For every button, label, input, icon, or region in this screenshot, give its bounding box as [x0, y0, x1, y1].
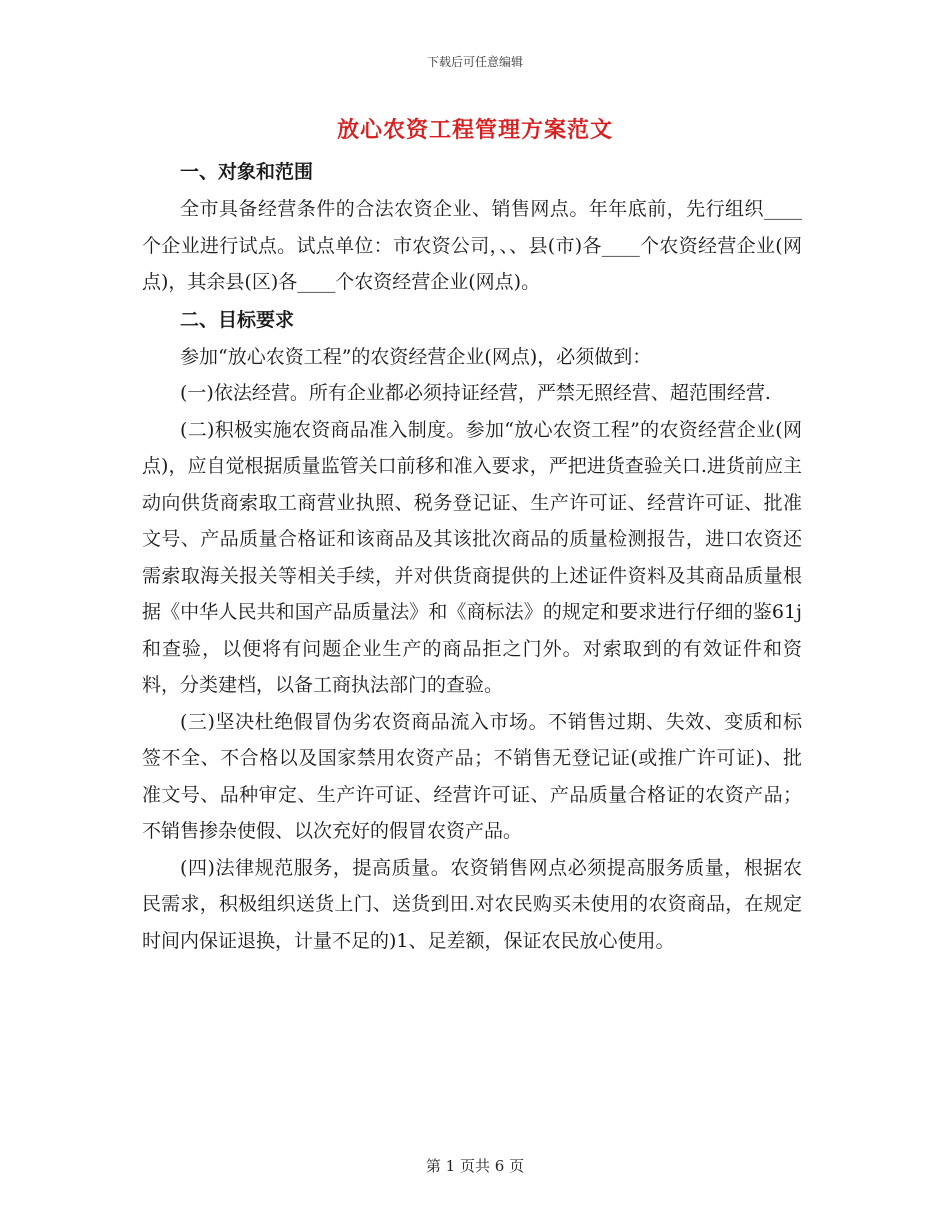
paragraph: (一)依法经营。所有企业都必须持证经营，严禁无照经营、超范围经营.	[180, 382, 771, 404]
header-note: 下载后可任意编辑	[426, 55, 523, 69]
section-heading: 一、对象和范围	[180, 161, 314, 183]
paragraph: (二)积极实施农资商品准入制度。参加“放心农资工程”的农资经营企业(网点)，应自觉根据质量监管关口前移和准入要求，严把进货查验关口.进货前应主动向供货商索取工商营业执照、税务登记证、生产许可证、经营许可证、批准文号、产品质量合格证和该商品及其该批次商品的质量检测报告，进口农资还需索取海关报关等相关手续，并对供货商提供的上述证件资料及其商品质量根据《中华人民共和国产品质量法》和《商标法》的规定和要求进行仔细的鉴61j和查验，以便将有问题企业生产的商品拒之门外。对索取到的有效证件和资料，分类建档，以备工商执法部门的查验。	[142, 418, 802, 696]
paragraph: 全市具备经营条件的合法农资企业、销售网点。年年底前，先行组织____个企业进行试点。试点单位：市农资公司，、、县(市)各____个农资经营企业(网点)，其余县(区)各____个农资经营企业(网点)。	[142, 198, 802, 293]
section-heading: 二、目标要求	[180, 308, 295, 331]
paragraph: 参加“放心农资工程”的农资经营企业(网点)，必须做到：	[180, 345, 652, 368]
paragraph: (三)坚决杜绝假冒伪劣农资商品流入市场。不销售过期、失效、变质和标签不全、不合格以及国家禁用农资产品；不销售无登记证(或推广许可证)、批准文号、品种审定、生产许可证、经营许可证、产品质量合格证的农资产品；不销售掺杂使假、以次充好的假冒农资产品。	[142, 710, 802, 842]
document-title: 放心农资工程管理方案范文	[336, 117, 613, 143]
page-number-footer: 第 1 页共 6 页	[425, 1157, 525, 1175]
document-body	[142, 153, 802, 959]
paragraph: (四)法律规范服务，提高质量。农资销售网点必须提高服务质量，根据农民需求，积极组织送货上门、送货到田.对农民购买未使用的农资商品，在规定时间内保证退换，计量不足的)1、足差额，保证农民放心使用。	[142, 856, 802, 952]
